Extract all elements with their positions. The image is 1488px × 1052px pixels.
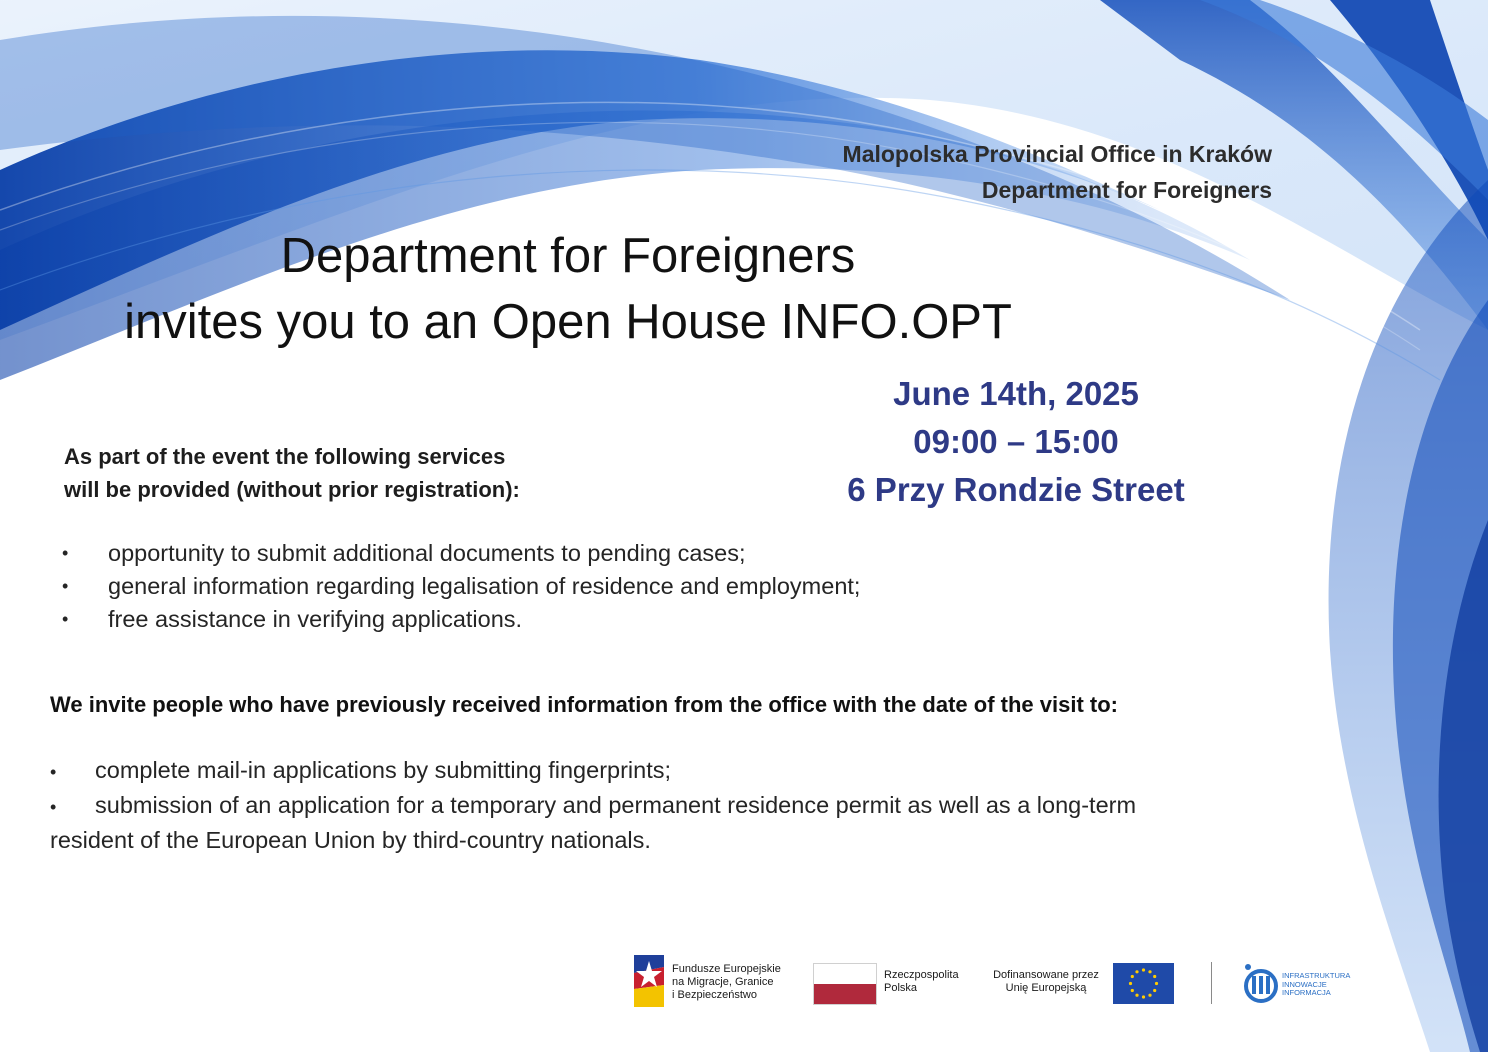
eu-cofunded-text bbox=[988, 969, 1104, 995]
rp-line-2: Polska bbox=[884, 982, 918, 994]
iii-line-2: INNOWACJE bbox=[1282, 979, 1327, 989]
iii-line-3: INFORMACJA bbox=[1282, 988, 1331, 997]
office-header bbox=[843, 136, 1272, 208]
invite-list bbox=[50, 754, 1300, 857]
list-item bbox=[62, 537, 860, 570]
list-item bbox=[62, 570, 860, 603]
rp-line-1: Rzeczpospolita bbox=[884, 969, 959, 981]
list-item-continuation: resident of the European Union by third-country nationals. bbox=[50, 827, 651, 853]
list-item-text: submission of an application for a temporary and permanent residence permit as well as a long-term bbox=[95, 792, 1137, 818]
eu-flag-icon bbox=[1113, 963, 1174, 1004]
services-intro-line-2: will be provided (without prior registration): bbox=[64, 477, 520, 502]
eu-cofunded-line-1: Dofinansowane przez bbox=[993, 969, 1099, 981]
infrastructure-logo-icon bbox=[1243, 962, 1279, 1004]
event-date: June 14th, 2025 bbox=[893, 375, 1139, 412]
list-item-text: opportunity to submit additional documents to pending cases; bbox=[108, 540, 746, 566]
eu-funds-logo-text bbox=[672, 963, 781, 1002]
list-item bbox=[50, 754, 1300, 789]
invite-heading: We invite people who have previously received information from the office with the date of the visit to: bbox=[50, 692, 1118, 717]
event-details bbox=[820, 370, 1212, 514]
bullet: • bbox=[50, 762, 57, 782]
infrastructure-logo-text bbox=[1282, 972, 1350, 998]
footer-divider bbox=[1211, 962, 1212, 1004]
eu-funds-line-1: Fundusze Europejskie bbox=[672, 963, 781, 975]
event-time: 09:00 – 15:00 bbox=[913, 423, 1119, 460]
eu-funds-star-logo-icon bbox=[634, 955, 664, 1007]
rp-logo-text bbox=[884, 969, 959, 995]
event-address: 6 Przy Rondzie Street bbox=[847, 471, 1185, 508]
bullet: • bbox=[62, 609, 69, 629]
services-intro-line-1: As part of the event the following services bbox=[64, 444, 506, 469]
services-list bbox=[62, 537, 860, 636]
list-item-text: complete mail-in applications by submitting fingerprints; bbox=[95, 757, 672, 783]
list-item-text: general information regarding legalisation of residence and employment; bbox=[108, 573, 861, 599]
list-item-text: free assistance in verifying applications. bbox=[108, 606, 523, 632]
eu-funds-line-3: i Bezpieczeństwo bbox=[672, 989, 757, 1001]
polish-flag-icon bbox=[813, 963, 877, 1005]
bullet: • bbox=[50, 797, 57, 817]
eu-cofunded-line-2: Unię Europejską bbox=[1005, 982, 1087, 994]
bullet: • bbox=[62, 576, 69, 596]
eu-funds-line-2: na Migracje, Granice bbox=[672, 976, 774, 988]
iii-line-1: INFRASTRUKTURA bbox=[1282, 971, 1351, 980]
department-name: Department for Foreigners bbox=[981, 177, 1272, 203]
services-intro bbox=[64, 440, 520, 506]
list-item bbox=[50, 789, 1300, 824]
office-name: Malopolska Provincial Office in Kraków bbox=[842, 141, 1272, 167]
page-title-line-1: Department for Foreigners bbox=[280, 229, 856, 283]
list-item bbox=[62, 603, 860, 636]
page-title-line-2: invites you to an Open House INFO.OPT bbox=[124, 295, 1012, 349]
bullet: • bbox=[62, 543, 69, 563]
